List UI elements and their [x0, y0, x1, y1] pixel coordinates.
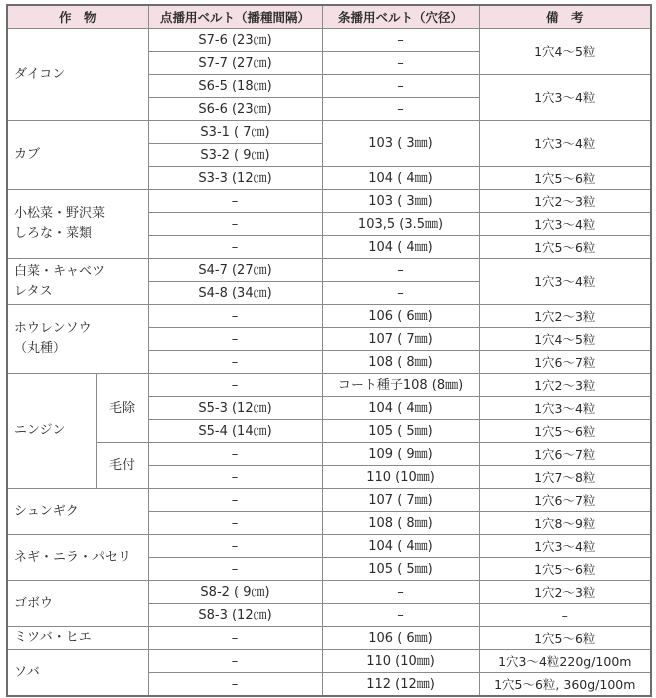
note-cell: 1穴3～4粒 [479, 213, 651, 236]
row-belt-cell: – [322, 581, 479, 604]
note-cell: 1穴5～6粒 [479, 420, 651, 443]
note-cell: 1穴5～6粒 [479, 167, 651, 190]
row-belt-cell: 106 ( 6㎜) [322, 305, 479, 328]
note-cell: 1穴3～4粒 [479, 75, 651, 121]
crop-name: ミツバ・ヒエ [7, 627, 148, 650]
dot-belt-cell: – [148, 512, 322, 535]
note-cell: 1穴3～4粒 [479, 397, 651, 420]
dot-belt-cell: S3-3 (12㎝) [148, 167, 322, 190]
note-cell: 1穴7～8粒 [479, 466, 651, 489]
row-belt-cell: 106 ( 6㎜) [322, 627, 479, 650]
dot-belt-cell: – [148, 190, 322, 213]
crop-name-line: しろな・菜類 [14, 226, 93, 241]
dot-belt-cell: S4-7 (27㎝) [148, 259, 322, 282]
seeding-belt-table-container [6, 4, 650, 697]
row-belt-cell: 107 ( 7㎜) [322, 489, 479, 512]
crop-name: カブ [7, 121, 148, 190]
note-cell: 1穴2～3粒 [479, 190, 651, 213]
row-belt-cell: 108 ( 8㎜) [322, 512, 479, 535]
row-belt-cell: 112 (12㎜) [322, 673, 479, 697]
dot-belt-cell: S7-7 (27㎝) [148, 52, 322, 75]
row-belt-cell: 105 ( 5㎜) [322, 558, 479, 581]
row-belt-cell: – [322, 259, 479, 282]
crop-name: シュンギク [7, 489, 148, 535]
dot-belt-cell: – [148, 213, 322, 236]
dot-belt-cell: – [148, 489, 322, 512]
dot-belt-cell: – [148, 305, 322, 328]
crop-name-line: レタス [14, 283, 53, 299]
dot-belt-cell: S8-2 ( 9㎝) [148, 581, 322, 604]
header-crop: 作 物 [7, 5, 148, 29]
table-row [7, 29, 651, 52]
crop-name-line: 小松菜・野沢菜 [14, 206, 106, 221]
crop-subtype: 毛除 [96, 374, 148, 443]
note-cell: 1穴4～5粒 [479, 29, 651, 75]
dot-belt-cell: – [148, 535, 322, 558]
row-belt-cell: 104 ( 4㎜) [322, 167, 479, 190]
dot-belt-cell: S6-6 (23㎝) [148, 98, 322, 121]
table-row [7, 489, 651, 512]
dot-belt-cell: S7-6 (23㎝) [148, 29, 322, 52]
note-cell: 1穴5～6粒 [479, 627, 651, 650]
dot-belt-cell: – [148, 627, 322, 650]
row-belt-cell: – [322, 75, 479, 98]
row-belt-cell: 103,5 (3.5㎜) [322, 213, 479, 236]
dot-belt-cell: – [148, 236, 322, 259]
dot-belt-cell: – [148, 558, 322, 581]
note-cell: 1穴3～4粒220g/100m [479, 650, 651, 673]
header-dot-belt: 点播用ベルト（播種間隔） [148, 5, 322, 29]
row-belt-cell: 103 ( 3㎜) [322, 190, 479, 213]
note-cell: 1穴8～9粒 [479, 512, 651, 535]
row-belt-cell: 110 (10㎜) [322, 650, 479, 673]
table-row [7, 121, 651, 144]
row-belt-cell: 104 ( 4㎜) [322, 535, 479, 558]
crop-name-line: 白菜・キャベツ [14, 263, 106, 279]
crop-name-line: ホウレンソウ [14, 321, 92, 336]
note-cell: – [479, 604, 651, 627]
dot-belt-cell: S3-2 ( 9㎝) [148, 144, 322, 167]
table-header-row [7, 5, 651, 29]
crop-name [7, 305, 148, 374]
note-cell: 1穴5～6粒 [479, 236, 651, 259]
crop-name: ダイコン [7, 29, 148, 121]
crop-subtype: 毛付 [96, 443, 148, 489]
row-belt-cell: 109 ( 9㎜) [322, 443, 479, 466]
table-row [7, 374, 651, 397]
row-belt-cell: – [322, 282, 479, 305]
crop-name: ネギ・ニラ・パセリ [7, 535, 148, 581]
dot-belt-cell: – [148, 650, 322, 673]
row-belt-cell: – [322, 98, 479, 121]
table-row [7, 581, 651, 604]
note-cell: 1穴6～7粒 [479, 351, 651, 374]
row-belt-cell: – [322, 52, 479, 75]
table-row [7, 305, 651, 328]
crop-name: ソバ [7, 650, 148, 697]
note-cell: 1穴5～6粒 [479, 558, 651, 581]
seeding-belt-table [6, 4, 652, 697]
dot-belt-cell: S6-5 (18㎝) [148, 75, 322, 98]
dot-belt-cell: – [148, 466, 322, 489]
row-belt-cell: 105 ( 5㎜) [322, 420, 479, 443]
note-cell: 1穴2～3粒 [479, 305, 651, 328]
row-belt-cell: – [322, 604, 479, 627]
dot-belt-cell: – [148, 443, 322, 466]
note-cell: 1穴2～3粒 [479, 374, 651, 397]
note-cell: 1穴6～7粒 [479, 489, 651, 512]
row-belt-cell: コート種子108 (8㎜) [322, 374, 479, 397]
row-belt-cell: 104 ( 4㎜) [322, 397, 479, 420]
dot-belt-cell: – [148, 374, 322, 397]
table-row [7, 650, 651, 673]
note-cell: 1穴3～4粒 [479, 259, 651, 305]
dot-belt-cell: S5-4 (14㎝) [148, 420, 322, 443]
crop-name [7, 190, 148, 259]
table-row [7, 190, 651, 213]
table-row [7, 443, 651, 466]
dot-belt-cell: S5-3 (12㎝) [148, 397, 322, 420]
table-row [7, 259, 651, 282]
note-cell: 1穴2～3粒 [479, 581, 651, 604]
table-row [7, 627, 651, 650]
row-belt-cell: 108 ( 8㎜) [322, 351, 479, 374]
row-belt-cell: 104 ( 4㎜) [322, 236, 479, 259]
crop-name: ゴボウ [7, 581, 148, 627]
note-cell: 1穴4～5粒 [479, 328, 651, 351]
note-cell: 1穴3～4粒 [479, 121, 651, 167]
row-belt-cell: 107 ( 7㎜) [322, 328, 479, 351]
crop-name-line: （丸種） [14, 341, 67, 356]
row-belt-cell: – [322, 29, 479, 52]
dot-belt-cell: S3-1 ( 7㎝) [148, 121, 322, 144]
dot-belt-cell: – [148, 351, 322, 374]
note-cell: 1穴3～4粒 [479, 535, 651, 558]
dot-belt-cell: – [148, 328, 322, 351]
table-row [7, 535, 651, 558]
dot-belt-cell: S8-3 (12㎝) [148, 604, 322, 627]
note-cell: 1穴5～6粒, 360g/100m [479, 673, 651, 697]
header-row-belt: 条播用ベルト（穴径） [322, 5, 479, 29]
note-cell: 1穴6～7粒 [479, 443, 651, 466]
crop-name [7, 259, 148, 305]
crop-name: ニンジン [7, 374, 96, 489]
row-belt-cell: 103 ( 3㎜) [322, 121, 479, 167]
header-note: 備 考 [479, 5, 651, 29]
dot-belt-cell: – [148, 673, 322, 697]
dot-belt-cell: S4-8 (34㎝) [148, 282, 322, 305]
row-belt-cell: 110 (10㎜) [322, 466, 479, 489]
